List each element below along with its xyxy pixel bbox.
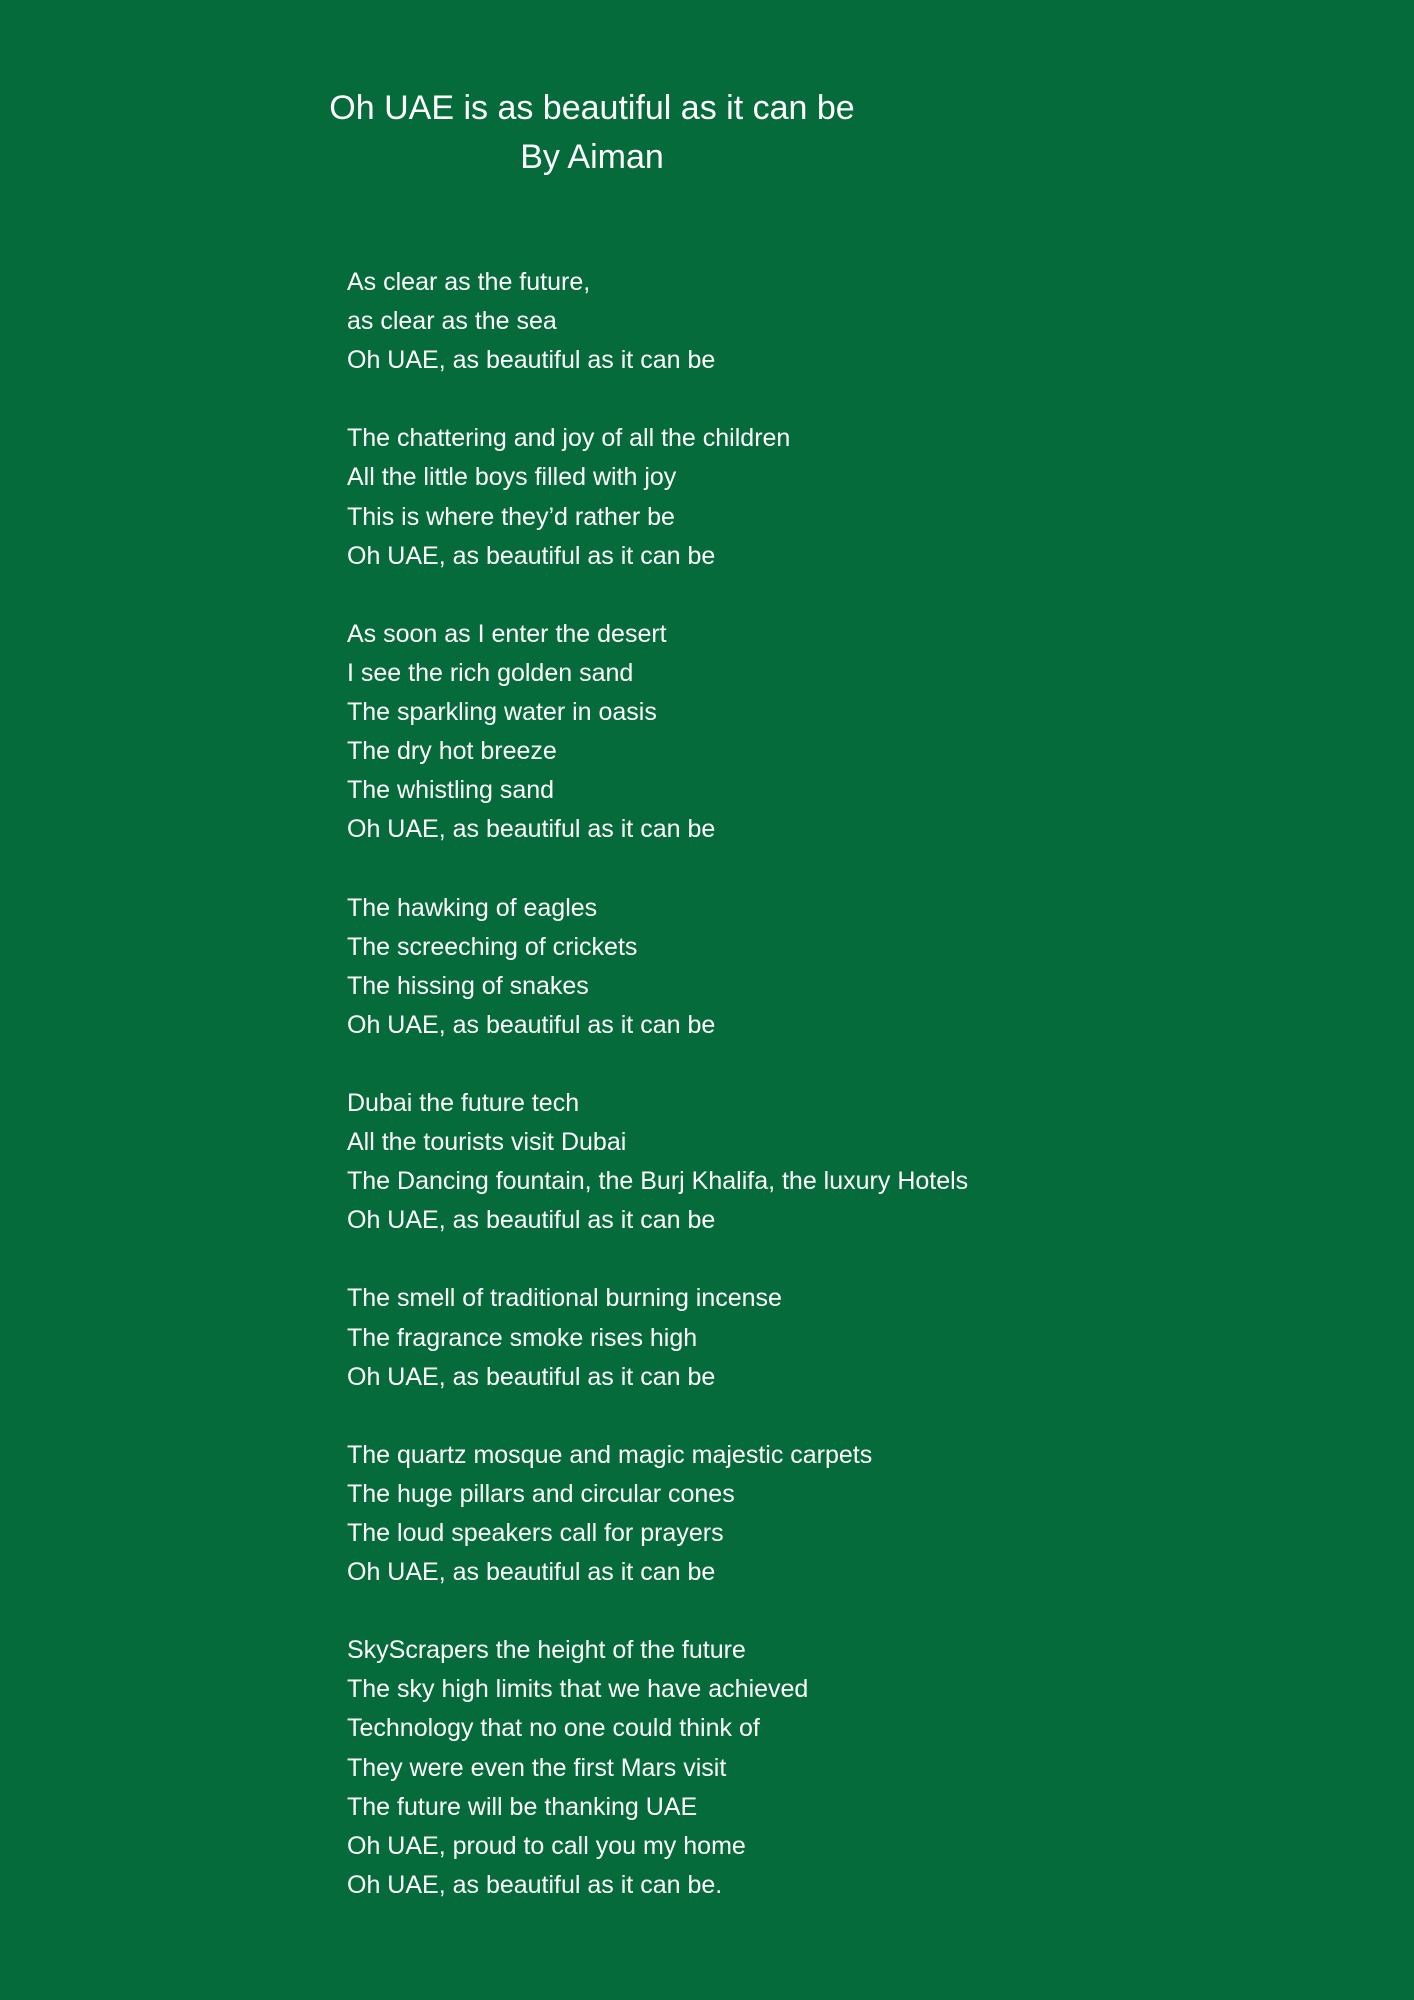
poem-line: Oh UAE, as beautiful as it can be [347,1558,716,1587]
stanza-8 [347,1631,1247,1905]
stanza-5 [347,1084,1247,1240]
poem-line: As soon as I enter the desert [347,619,667,648]
poem-line: as clear as the sea [347,307,557,336]
poem-line: Oh UAE, as beautiful as it can be [347,346,716,375]
poem-title: Oh UAE is as beautiful as it can be [329,89,855,127]
poem-line: Oh UAE, as beautiful as it can be [347,1362,716,1391]
title-block [200,84,984,182]
poem-body [347,263,1247,1905]
poem-line: Technology that no one could think of [347,1714,760,1743]
poem-line: As clear as the future, [347,268,591,296]
poem-line: Oh UAE, as beautiful as it can be [347,815,716,844]
poem-line: Oh UAE, as beautiful as it can be [347,1206,716,1235]
poem-line: The hawking of eagles [347,893,598,922]
poem-line: Dubai the future tech [347,1088,580,1117]
poem-line: Oh UAE, as beautiful as it can be [347,1010,716,1039]
poem-line: The whistling sand [347,776,555,805]
poem-line: The loud speakers call for prayers [347,1519,724,1547]
poem-line: All the tourists visit Dubai [347,1128,627,1157]
poem-line: The fragrance smoke rises high [347,1323,698,1352]
poem-line: The screeching of crickets [347,932,638,961]
poem-line: They were even the first Mars visit [347,1753,727,1782]
poem-line: I see the rich golden sand [347,658,634,687]
poem-line: The hissing of snakes [347,971,589,1000]
poem-line: The chattering and joy of all the children [347,424,791,453]
stanza-1 [347,263,1247,380]
poem-byline: By Aiman [520,138,664,176]
poem-line: The Dancing fountain, the Burj Khalifa, the luxury Hotels [347,1167,969,1196]
poem-line: Oh UAE, as beautiful as it can be. [347,1870,723,1899]
stanza-7 [347,1436,1247,1592]
poem-line: The future will be thanking UAE [347,1792,698,1821]
stanza-4 [347,889,1247,1045]
poem-line: The smell of traditional burning incense [347,1284,782,1313]
stanza-3 [347,615,1247,850]
stanza-2 [347,419,1247,575]
poem-line: Oh UAE, as beautiful as it can be [347,541,716,570]
poem-line: This is where they’d rather be [347,502,675,531]
poem-line: The sky high limits that we have achieved [347,1675,809,1704]
poem-line: SkyScrapers the height of the future [347,1636,746,1665]
poem-line: The huge pillars and circular cones [347,1479,735,1508]
stanza-6 [347,1279,1247,1396]
poem-line: Oh UAE, proud to call you my home [347,1831,746,1860]
poem-line: The sparkling water in oasis [347,698,657,727]
poem-line: The dry hot breeze [347,737,557,766]
poem-line: All the little boys filled with joy [347,463,677,492]
poem-line: The quartz mosque and magic majestic carpets [347,1440,873,1469]
